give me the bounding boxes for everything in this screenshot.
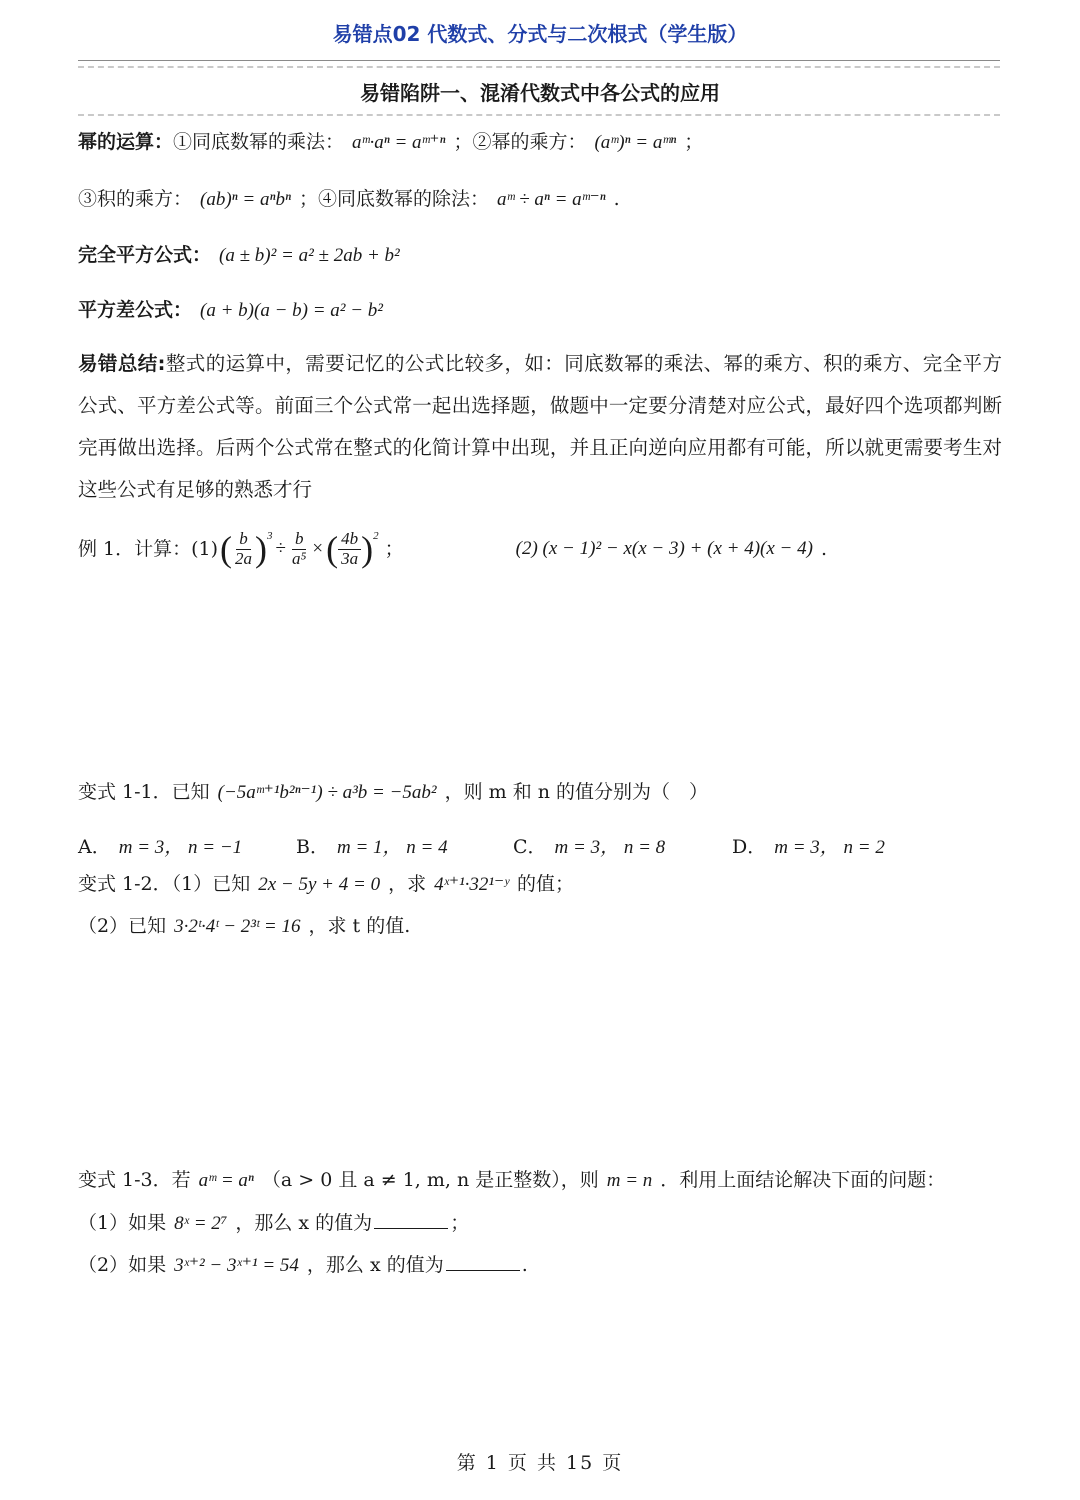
header-dashed-rule [78,66,1000,68]
summary-label: 易错总结: [78,352,166,375]
variant-1-1 [78,781,708,805]
variant-1-2-mid: ，求 [388,873,427,895]
fraction-1 [232,530,255,568]
power-ops-line-2 [78,188,620,212]
power-ops-sep1: ； [453,131,473,153]
diff-squares-label: 平方差公式： [78,299,193,321]
fraction-3 [338,530,361,568]
paren-open: ( [220,529,233,569]
option-c-value: m = 3， n = 8 [554,837,666,858]
fraction-2-denominator: a⁵ [291,549,307,569]
variant-1-3-line-2-suffix: ，那么 x 的值为 [235,1212,373,1234]
fraction-2 [289,530,309,568]
variant-1-2-line-2-prefix: （2）已知 [78,915,167,937]
fraction-1-denominator: 2a [235,549,253,569]
fraction-1-numerator: b [236,530,251,550]
variant-1-3-formula-1: aᵐ = aⁿ [198,1170,254,1191]
variant-1-3-prefix: 变式 1-3．若 [78,1169,191,1191]
summary-paragraph [78,343,1002,511]
power-ops-item2-formula: (aᵐ)ⁿ = aᵐⁿ [594,132,677,153]
fraction-2-numerator: b [292,530,307,550]
power-ops-label: 幂的运算： [78,131,174,153]
variant-1-3-line-1 [78,1169,945,1193]
variant-1-3-line-2-end: ； [450,1212,470,1234]
variant-1-3-line-3-prefix: （2）如果 [78,1254,167,1276]
example-1-expression [220,528,379,571]
operator-multiply: × [312,538,324,560]
example-1-prefix: 例 1．计算：(1) [78,538,219,561]
answer-blank-2[interactable] [446,1270,520,1271]
option-d-letter: D． [732,836,767,858]
variant-1-2-formula-1: 2x − 5y + 4 = 0 [258,874,381,895]
power-ops-end: . [613,188,620,210]
power-ops-item1-text: ①同底数幂的乘法： [173,131,345,153]
option-a-letter: A． [78,836,111,858]
option-d-value: m = 3， n = 2 [774,837,885,858]
option-d[interactable] [732,832,893,859]
diff-squares-line [78,299,391,323]
option-b-letter: B． [296,836,329,858]
section-dashed-rule [78,114,1000,116]
power-ops-line-1 [78,131,703,155]
variant-1-1-suffix: ，则 m 和 n 的值分别为（ ） [444,781,709,803]
power-ops-item4-text: ④同底数幂的除法： [317,188,489,210]
fraction-3-exponent: 2 [373,530,379,542]
variant-1-3-line-3-end: . [521,1254,528,1276]
power-ops-item4-formula: aᵐ ÷ aⁿ = aᵐ⁻ⁿ [496,189,606,210]
header-rule [78,60,1000,61]
variant-1-3-formula-2: m = n [606,1170,653,1191]
diff-squares-formula: (a + b)(a − b) = a² − b² [200,300,384,321]
example-1 [78,528,827,571]
summary-text: 整式的运算中，需要记忆的公式比较多，如：同底数幂的乘法、幂的乘方、积的乘方、完全平方公式、平方差公式等。前面三个公式常一起出选择题，做题中一定要分清楚对应公式，最好四个选项都判断完再做出选择。后两个公式常在整式的化简计算中出现，并且正向逆向应用都有可能，所以就更需要考生对这些公式有足够的熟悉才行 [78,352,1002,501]
perfect-square-formula: (a ± b)² = a² ± 2ab + b² [219,245,400,266]
section-title: 易错陷阱一、混淆代数式中各公式的应用 [360,81,720,105]
fraction-3-numerator: 4b [338,530,361,550]
example-1-sep: ； [384,538,404,561]
document-title: 易错点02 代数式、分式与二次根式（学生版） [332,22,748,46]
power-ops-sep3: ； [298,188,318,210]
option-a-value: m = 3， n = −1 [118,837,243,858]
option-b-value: m = 1， n = 4 [336,837,448,858]
variant-1-2-line-1 [78,873,574,897]
variant-1-2-line-2-suffix: ，求 t 的值. [308,915,411,937]
perfect-square-line [78,244,408,268]
answer-blank-1[interactable] [374,1228,448,1229]
paren-close: ) [361,529,374,569]
variant-1-3-mid: （a > 0 且 a ≠ 1, m, n 是正整数），则 [261,1169,599,1191]
variant-1-2-prefix: 变式 1-2．（1）已知 [78,873,251,895]
option-c-letter: C． [513,836,547,858]
paren-open: ( [326,529,339,569]
variant-1-2-suffix: 的值； [517,873,575,895]
variant-1-3-line-2-formula: 8ˣ = 2⁷ [174,1213,228,1234]
example-1-part-2: (2) (x − 1)² − x(x − 3) + (x + 4)(x − 4) [515,538,813,560]
fraction-3-denominator: 3a [341,549,359,569]
perfect-square-label: 完全平方公式： [78,244,212,266]
power-ops-item2-text: ②幂的乘方： [472,131,587,153]
variant-1-3-line-3-suffix: ，那么 x 的值为 [306,1254,444,1276]
page-footer: 第 1 页 共 15 页 [456,1452,624,1474]
variant-1-3-line-2-prefix: （1）如果 [78,1212,167,1234]
fraction-1-exponent: 3 [267,530,273,542]
option-c[interactable] [513,832,673,859]
power-ops-item3-formula: (ab)ⁿ = aⁿbⁿ [200,189,291,210]
example-1-end: . [820,538,827,561]
variant-1-2-formula-2: 4ˣ⁺¹·32¹⁻ʸ [434,874,509,895]
variant-1-3-line-3 [78,1254,528,1278]
variant-1-1-prefix: 变式 1-1．已知 [78,781,210,803]
power-ops-item1-formula: aᵐ·aⁿ = aᵐ⁺ⁿ [352,132,446,153]
variant-1-3-suffix: ．利用上面结论解决下面的问题： [660,1169,946,1191]
operator-divide: ÷ [275,538,286,560]
variant-1-3-line-2 [78,1212,469,1236]
variant-1-3-line-3-formula: 3ˣ⁺² − 3ˣ⁺¹ = 54 [174,1255,299,1276]
option-a[interactable] [78,832,250,859]
option-b[interactable] [296,832,456,859]
power-ops-item3-text: ③积的乘方： [78,188,193,210]
variant-1-2-line-2 [78,915,410,939]
paren-close: ) [255,529,268,569]
variant-1-1-formula: (−5aᵐ⁺¹b²ⁿ⁻¹) ÷ a³b = −5ab² [217,782,437,803]
variant-1-2-line-2-formula: 3·2ᵗ·4ᵗ − 2³ᵗ = 16 [174,916,301,937]
power-ops-sep2: ； [684,131,704,153]
